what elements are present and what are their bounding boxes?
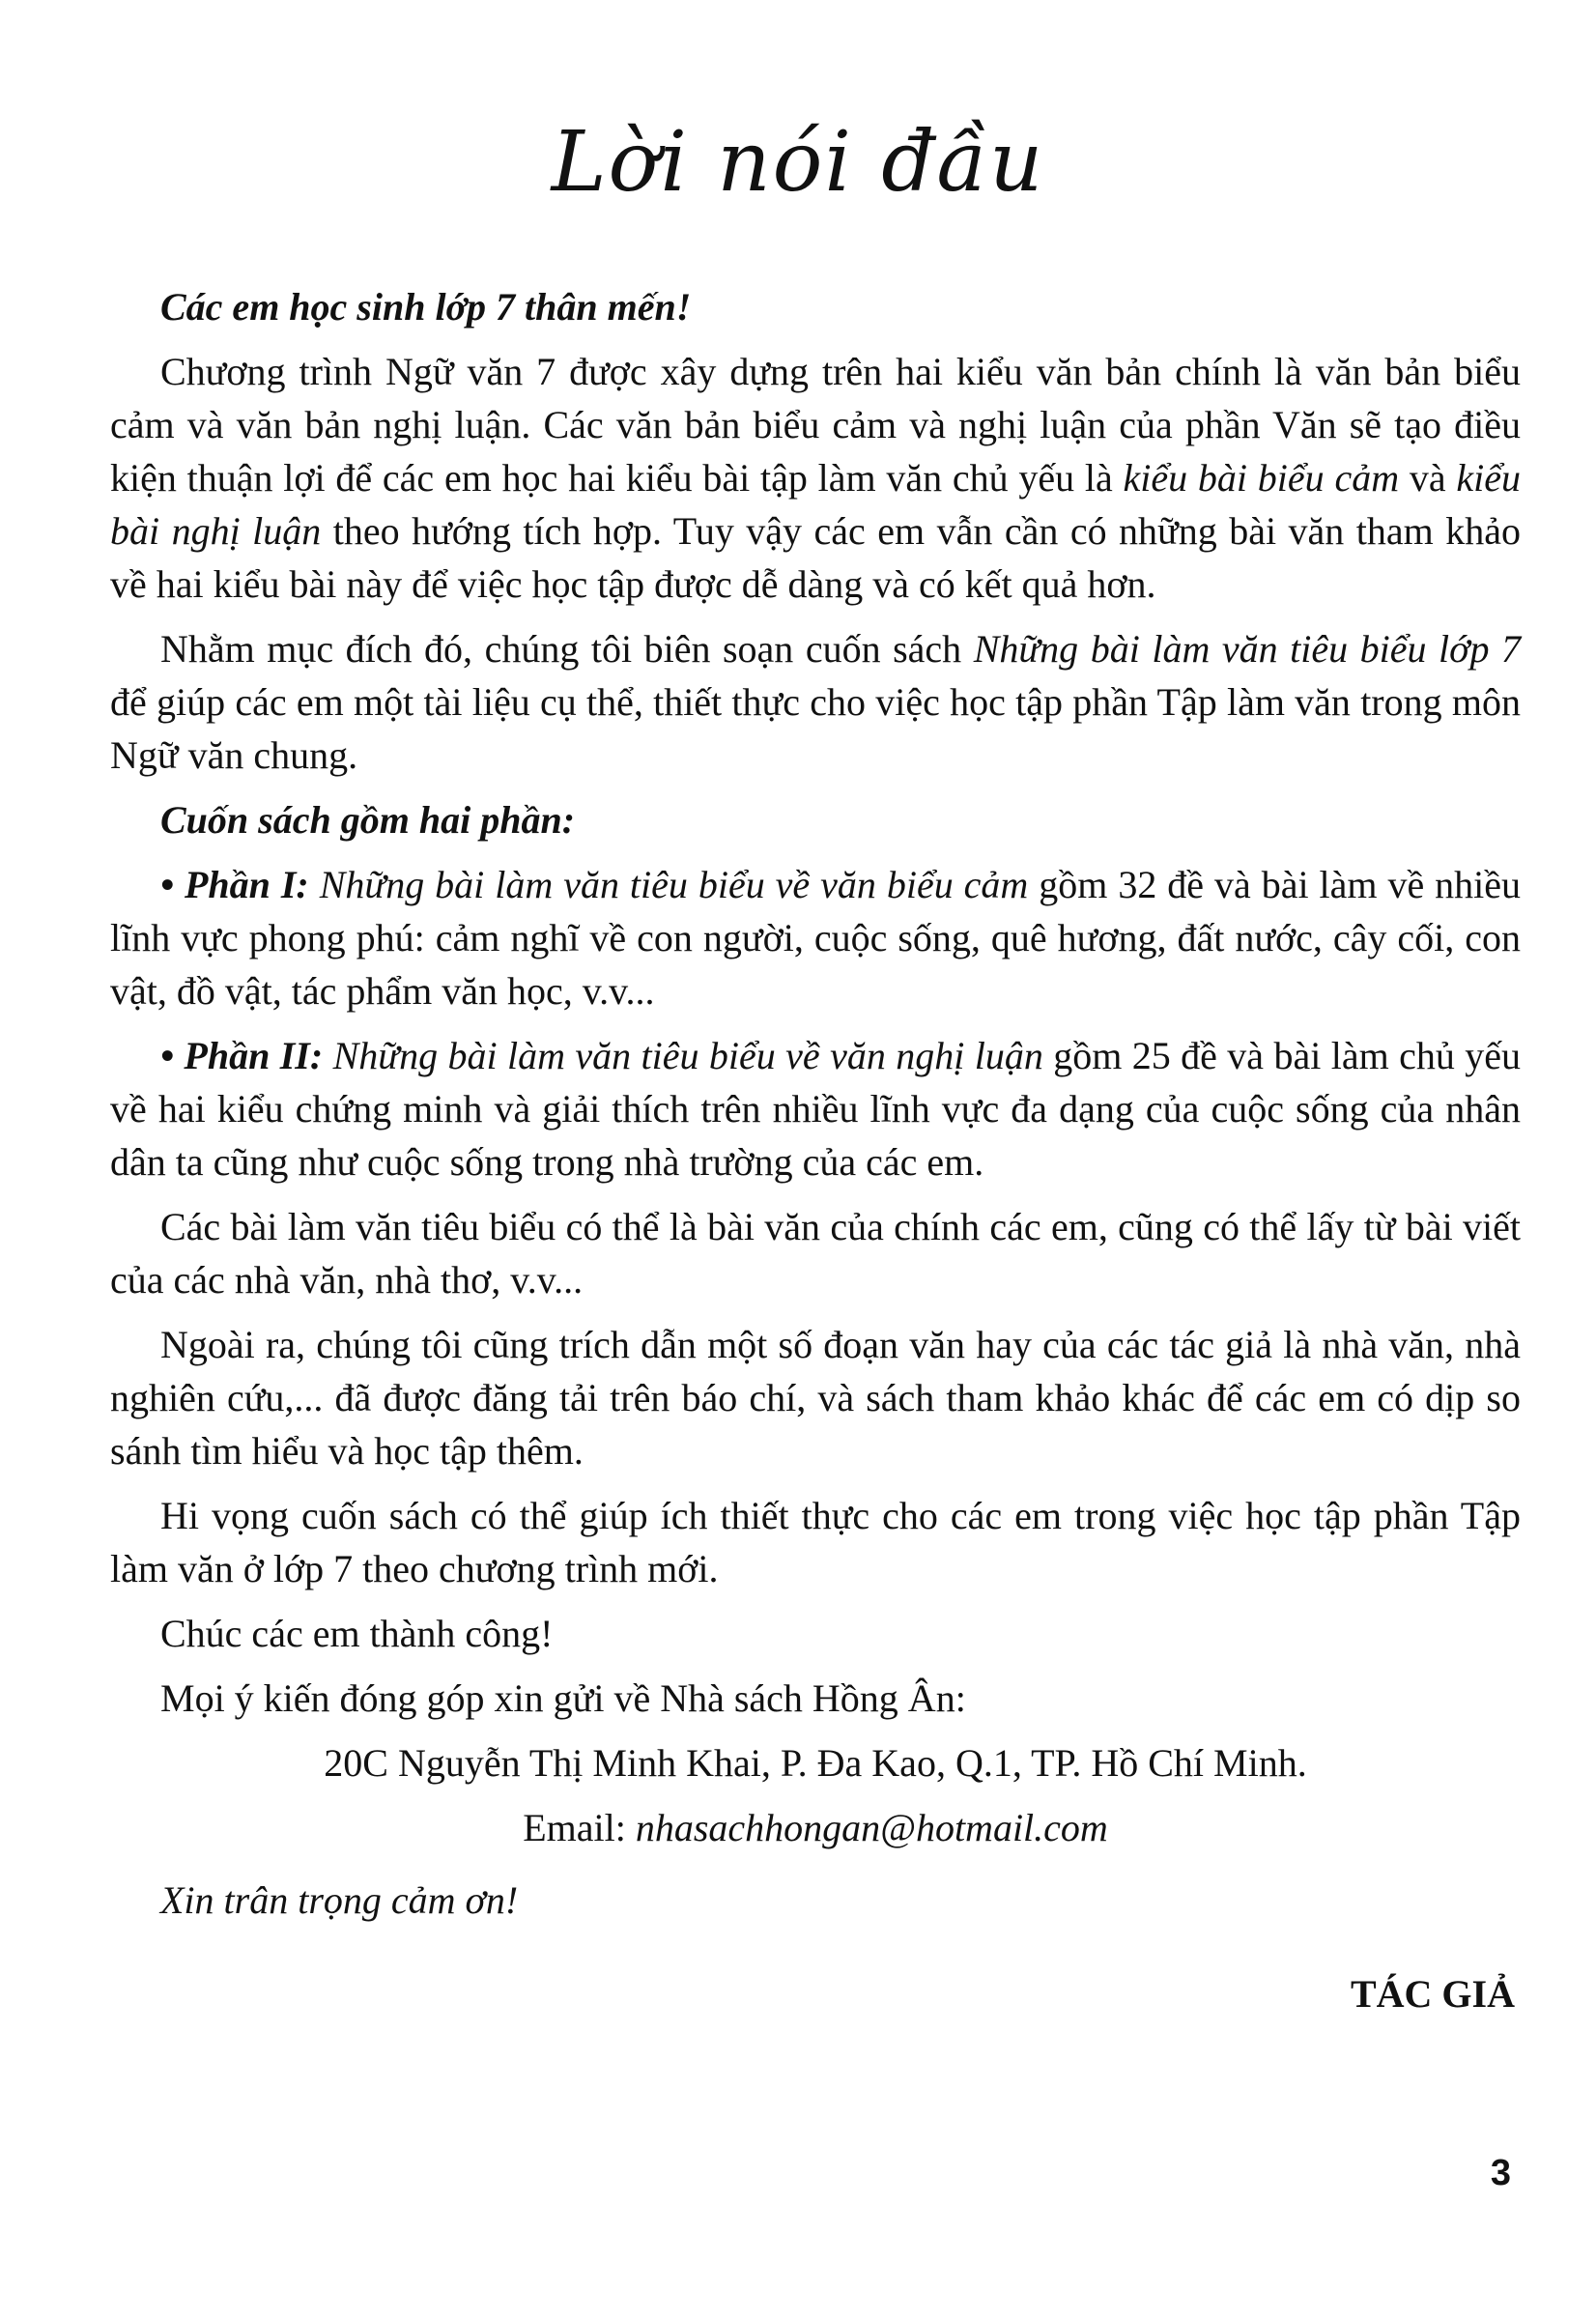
page-number: 3 [1490,2153,1511,2193]
text-run: và [1399,456,1457,500]
paragraph-hope: Hi vọng cuốn sách có thể giúp ích thiết thực cho các em trong việc học tập phần Tập làm văn ở lớp 7 theo chương trình mới. [110,1494,1521,1590]
paragraph-excerpts: Ngoài ra, chúng tôi cũng trích dẫn một số đoạn văn hay của các tác giả là nhà văn, nhà nghiên cứu,... đã được đăng tải trên báo chí, và sách tham khảo khác để các em có dịp so sánh tìm hiểu và học tập thêm. [110,1323,1521,1473]
email-label: Email: [523,1806,636,1849]
email-line [110,1801,1521,1854]
text-run: để giúp các em một tài liệu cụ thể, thiết thực cho việc học tập phần Tập làm văn trong môn Ngữ văn chung. [110,680,1521,777]
paragraph-sources: Các bài làm văn tiêu biểu có thể là bài văn của chính các em, cũng có thể lấy từ bài viết của các nhà văn, nhà thơ, v.v... [110,1205,1521,1302]
emphasis-text: kiểu bài nghị luận [110,456,1521,553]
text-run: Chương trình Ngữ văn 7 được xây dựng trên hai kiểu văn bản chính là văn bản biểu cảm và văn bản nghị luận. Các văn bản biểu cảm và nghị luận của phần Văn sẽ tạo điều kiện thuận lợi để các em học hai kiểu bài tập làm văn chủ yếu là [110,350,1521,500]
part-label: Phần II: [184,1034,324,1077]
part-label: Phần I: [184,863,309,906]
emphasis-text: kiểu bài biểu cảm [1123,456,1400,500]
book-parts-heading: Cuốn sách gồm hai phần: [160,798,576,842]
part-one-item [110,858,1521,1017]
page-title: Lời nói đầu [551,114,1045,211]
bullet-icon: • [160,863,175,906]
text-run: Nhằm mục đích đó, chúng tôi biên soạn cuốn sách [160,627,974,671]
thanks-line: Xin trân trọng cảm ơn! [160,1878,519,1922]
email-address: nhasachhongan@hotmail.com [635,1806,1108,1849]
preface-body [110,280,1521,1938]
book-title: Những bài làm văn tiêu biểu lớp 7 [973,627,1522,671]
author-signature: TÁC GIẢ [1350,1972,1515,2016]
text-run: theo hướng tích hợp. Tuy vậy các em vẫn cần có những bài văn tham khảo về hai kiểu bài này để việc học tập được dễ dàng và có kết quả hơn. [110,509,1521,606]
paragraph-program [110,345,1521,611]
wish-line: Chúc các em thành công! [160,1612,554,1655]
part-description: gồm 25 đề và bài làm chủ yếu về hai kiểu chứng minh và giải thích trên nhiều lĩnh vực đa dạng của cuộc sống của nhân dân ta cũng như cuộc sống trong nhà trường của các em. [110,1034,1521,1184]
bullet-icon: • [160,1034,175,1077]
contact-intro: Mọi ý kiến đóng góp xin gửi về Nhà sách Hồng Ân: [160,1676,966,1720]
paragraph-purpose [110,622,1521,782]
part-two-item [110,1029,1521,1188]
part-title: Những bài làm văn tiêu biểu về văn biểu cảm [308,863,1029,906]
address-line: 20C Nguyễn Thị Minh Khai, P. Đa Kao, Q.1, TP. Hồ Chí Minh. [324,1741,1307,1785]
part-description: gồm 32 đề và bài làm về nhiều lĩnh vực phong phú: cảm nghĩ về con người, cuộc sống, quê hương, đất nước, cây cối, con vật, đồ vật, tác phẩm văn học, v.v... [110,863,1522,1013]
part-title: Những bài làm văn tiêu biểu về văn nghị luận [323,1034,1043,1077]
greeting: Các em học sinh lớp 7 thân mến! [160,285,692,329]
